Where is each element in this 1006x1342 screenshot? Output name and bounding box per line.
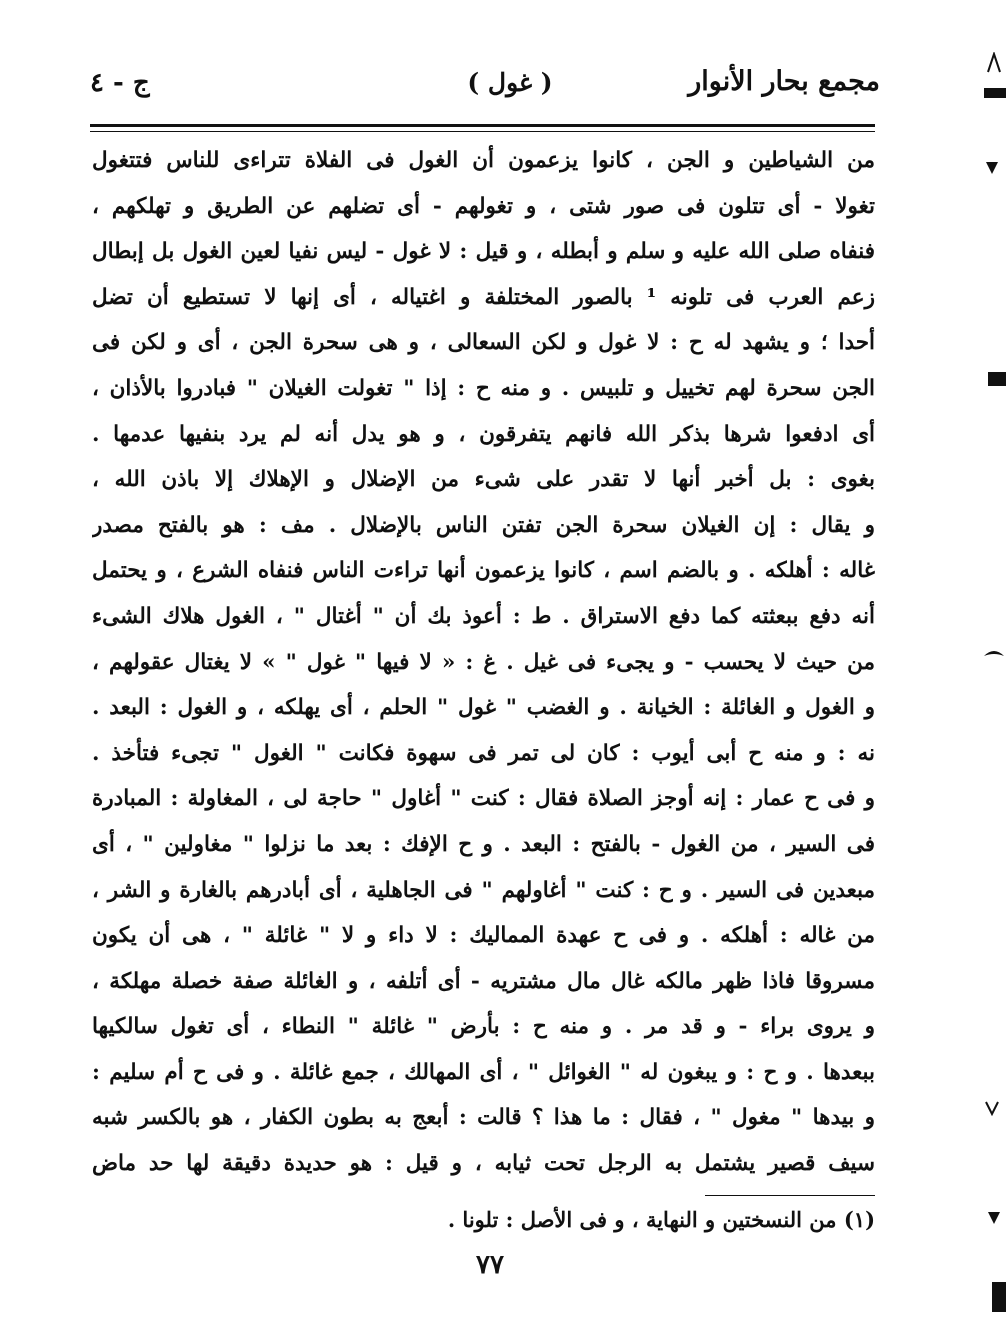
text-line: أى ادفعوا شرها بذكر الله فانهم يتفرقون ، و هو يدل أنه لم يرد بنفيها عدمها . bbox=[92, 421, 875, 447]
header-rule-thin bbox=[90, 131, 875, 132]
text-line: أنه دفع ببعثته كما دفع الاستراق . ط : أعوذ بك أن " أغتال " ، الغول هلاك الشىء bbox=[92, 603, 875, 629]
body-text bbox=[92, 138, 875, 1187]
text-line: و بيدها " مغول " ، فقال : ما هذا ؟ قالت : أبعج به بطون الكفار ، هو بالكسر شبه bbox=[92, 1105, 875, 1131]
text-line: من حيث لا يحسب - و يجىء فى غيل . غ : « لا فيها " غول " » لا يغتال عقولهم ، bbox=[92, 649, 875, 675]
edge-mark-icon bbox=[982, 84, 1006, 102]
footnote-rule bbox=[705, 1195, 875, 1196]
text-line: و يروى براء - و قد مر . و منه ح : بأرض " غائلة " النطاء ، أى تغول سالكيها bbox=[92, 1014, 875, 1040]
volume-number: ج - ٤ bbox=[90, 68, 150, 98]
text-line: زعم العرب فى تلونه ¹ بالصور المختلفة و اغتياله ، أى إنها لا تستطيع أن تضل bbox=[92, 284, 875, 310]
edge-mark-icon bbox=[984, 1100, 1000, 1116]
book-title: مجمع بحار الأنوار bbox=[688, 66, 880, 97]
edge-mark-icon bbox=[990, 1282, 1006, 1312]
header-rule bbox=[90, 124, 875, 127]
edge-mark-icon bbox=[984, 52, 1004, 74]
text-line: و يقال : إن الغيلان سحرة الجن تفتن الناس بالإضلال . مف : هو بالفتح مصدر bbox=[92, 512, 875, 538]
edge-mark-icon bbox=[982, 646, 1006, 666]
text-line: نه : و منه ح أبى أيوب : كان لى تمر فى سهوة فكانت " الغول " تجىء فتأخذ . bbox=[92, 740, 875, 766]
edge-mark-icon bbox=[984, 160, 1000, 176]
text-line: و فى ح عمار : إنه أوجز الصلاة فقال : كنت " أغاول " حاجة لى ، المغاولة : المبادرة bbox=[92, 786, 875, 812]
text-line: من غاله : أهلكه . و فى ح عهدة المماليك : لا داء و لا " غائلة " ، هى أن يكون bbox=[92, 923, 875, 949]
text-line: و الغول و الغائلة : الخيانة . و الغضب " غول " الحلم ، أى يهلكه ، و الغول : البعد . bbox=[92, 695, 875, 721]
text-line: فنفاه صلى الله عليه و سلم و أبطله ، و قيل : لا غول - ليس نفيا لعين الغول بل إبطال bbox=[92, 239, 875, 265]
text-line: بغوى : بل أخبر أنها لا تقدر على شىء من الإضلال و الإهلاك إلا باذن الله ، bbox=[92, 467, 875, 493]
text-line: فى السير ، من الغول - بالفتح : البعد . و ح الإفك : بعد ما نزلوا " مغاولين " ، أى bbox=[92, 831, 875, 857]
text-line: أحدا ؛ و يشهد له ح : لا غول و لكن السعالى ، و هى سحرة الجن ، أى و لكن فى bbox=[92, 330, 875, 356]
text-line: غاله : أهلكه . و بالضم اسم ، كانوا يزعمون أنها تراءت الناس فنفاه الشرع ، و يحتمل bbox=[92, 558, 875, 584]
text-line: تغولا - أى تتلون فى صور شتى ، و تغولهم - أى تضلهم عن الطريق و تهلكهم ، bbox=[92, 193, 875, 219]
edge-mark-icon bbox=[986, 368, 1006, 390]
text-line: مسروقا فاذا ظهر مالكه غال مال مشتريه - أى أتلفه ، و الغائلة صفة خصلة مهلكة ، bbox=[92, 968, 875, 994]
text-line: الجن سحرة لهم تخييل و تلبيس . و منه ح : إذا " تغولت الغيلان " فبادروا بالأذان ، bbox=[92, 375, 875, 401]
edge-mark-icon bbox=[986, 1210, 1002, 1226]
text-line: ببعدها . و ح : و يبغون له " الغوائل " ، أى المهالك ، جمع غائلة . و فى ح أم سليم : bbox=[92, 1059, 875, 1085]
text-line: سيف قصير يشتمل به الرجل تحت ثيابه ، و قيل : هو حديدة دقيقة لها حد ماض bbox=[92, 1151, 875, 1177]
entry-topic: ( غول ) bbox=[467, 68, 553, 97]
text-line: من الشياطين و الجن ، كانوا يزعمون أن الغول فى الفلاة تتراءى للناس فتتغول bbox=[92, 148, 875, 173]
footnote: (١) من النسختين و النهاية ، و فى الأصل : تلونا . bbox=[447, 1207, 875, 1232]
running-header bbox=[90, 62, 880, 114]
page-number: ٧٧ bbox=[476, 1250, 504, 1280]
text-line: مبعدين فى السير . و ح : كنت " أغاولهم " فى الجاهلية ، أى أبادرهم بالغارة و الشر ، bbox=[92, 877, 875, 903]
